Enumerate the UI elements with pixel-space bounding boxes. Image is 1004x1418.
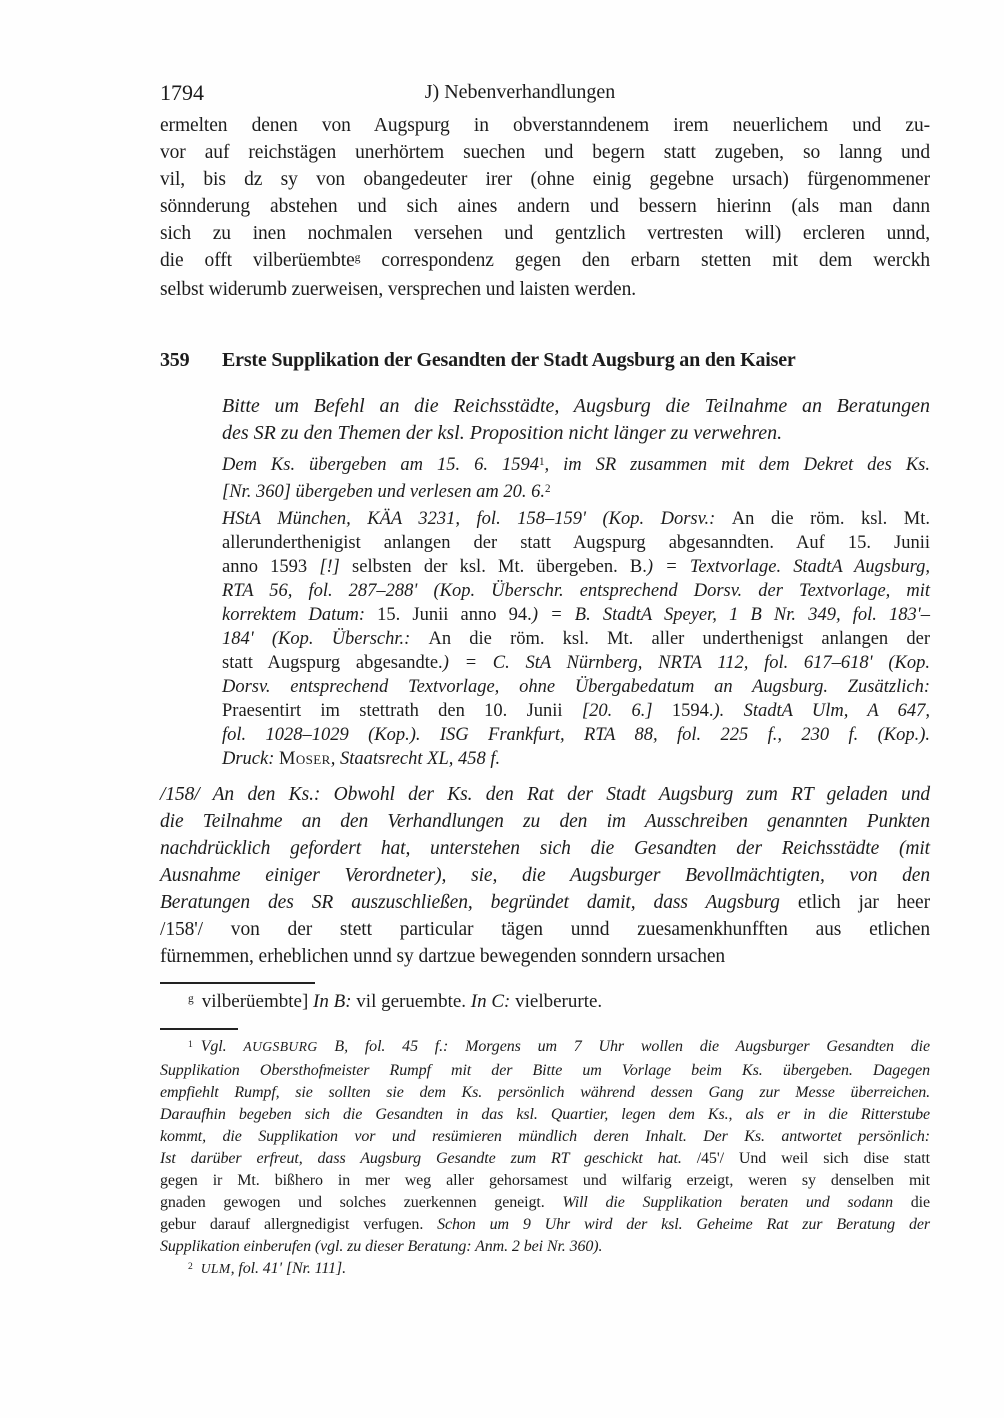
document-title: Erste Supplikation der Gesandten der Stadt Augsburg an den Kaiser [222,349,796,371]
apparatus-note-g: $^g$ vilberüembte] In B: vil geruembte. In C: vielberurte. [188,991,603,1012]
footnote-separator-rule [160,1028,238,1030]
page-number: 1794 [160,80,204,105]
apparatus-separator-rule [160,982,315,984]
document-text: /158/ An den Ks.: Obwohl der Ks. den Rat der Stadt Augsburg zum RT geladen und die Teilnahme an den Verhandlungen zu den im Ausschreiben genannten Punkten nachdrücklich gefordert hat, unterstehen sich die Gesandten der Reichsstädte (mit Ausnahme einiger Verordneter), sie, die Augsburger Bevollmächtigten, von den Beratungen des SR auszuschließen, begründet damit, dass Augsburg etlich jar heer /158'/ von der stett particular tägen unnd zuesamenkhunfften aus etlichen fürnemmen, erheblichen unnd sy dartzue bewegenden sonndern ursachen [160,784,930,967]
source-note: HStA München, KÄA 3231, fol. 158–159' (Kop. Dorsv.: An die röm. ksl. Mt. allerunderthenigist anlangen der statt Augspurg abgesanndten. Auf 15. Junii anno 1593 [!] selbsten der ksl. Mt. übergeben. B.) = Textvorlage. StadtA Augsburg, RTA 56, fol. 287–288' (Kop. Überschr. entsprechend Dorsv. der Textvorlage, mit korrektem Datum: 15. Junii anno 94.) = B. StadtA Speyer, 1 B Nr. 349, fol. 183'– 184' (Kop. Überschr.: An die röm. ksl. Mt. aller underthenigst anlangen der statt Augspurg abgesandte.) = C. StA Nürnberg, NRTA 112, fol. 617–618' (Kop. Dorsv. entsprechend Textvorlage, ohne Übergabedatum an Augsburg. Zusätzlich: Praesentirt im stettrath den 10. Junii [20. 6.] 1594.). StadtA Ulm, A 647, fol. 1028–1029 (Kop.). ISG Frankfurt, RTA 88, fol. 225 f., 230 f. (Kop.). Druck: Moser, Staatsrecht XL, 458 f. [222,509,931,769]
document-heading [160,347,930,373]
intro-paragraph: ermelten denen von Augspurg in obverstanndenem irem neuerlichem und zu- vor auf reichstägen unerhörtem suechen und begern statt zugeben, so lanng und vil, bis dz sy von obangedeuter irer (ohne einig gegebne ursach) fürgenommener sönnderung abstehen und sich aines andern und bessern hierinn (als man dann sich zu inen nochmalen versehen und gentzlich vertresten will) ercleren unnd, die offt vilberüembte$^g$ correspondenz gegen den erbarn stetten mit dem werckh selbst widerumb zuerweisen, versprechen und laisten werden. [160,115,930,300]
page-content [160,80,930,1282]
footnote-2: $^2$ ULM, fol. 41' [Nr. 111]. [188,1260,347,1277]
page-header [160,80,930,104]
document-summary: Bitte um Befehl an die Reichsstädte, Augsburg die Teilnahme an Beratungen des SR zu den Themen der ksl. Proposition nicht länger zu verwehren. [222,395,930,444]
footnote-1: $^1$ Vgl. AUGSBURG B, fol. 45 f.: Morgens um 7 Uhr wollen die Augsburger Gesandten die Supplikation Obersthofmeister Rumpf mit der Bitte um Vorlage beim Ks. übergeben. Dagegen empfiehlt Rumpf, sie sollten sie dem Ks. persönlich während dessen Gang zur Messe überreichen. Daraufhin begeben sich die Gesandten in das ksl. Quartier, legen dem Ks., als er in die Ritterstube kommt, die Supplikation vor und resümieren mündlich deren Inhalt. Der Ks. antwortet persönlich: Ist darüber erfreut, dass Augsburg Gesandte zum RT geschickt hat. /45'/ Und weil sich dise statt gegen ir Mt. bißhero in mer weg aller gehorsamest und wilfarig erzeigt, weren sy denselben mit gnaden gewogen und solches zuerkennen geneigt. Will die Supplikation beraten und sodann die gebur darauf allergnedigist verfugen. Schon um 9 Uhr wird der ksl. Geheime Rat zur Beratung der Supplikation einberufen (vgl. zu dieser Beratung: Anm. 2 bei Nr. 360). [160,1038,930,1255]
transmission-note: Dem Ks. übergeben am 15. 6. 1594$^1$, im SR zusammen mit dem Dekret des Ks. [Nr. 360] übergeben und verlesen am 20. 6.$^2$ [222,455,930,502]
running-header: J) Nebenverhandlungen [424,81,616,103]
document-number: 359 [160,349,190,371]
